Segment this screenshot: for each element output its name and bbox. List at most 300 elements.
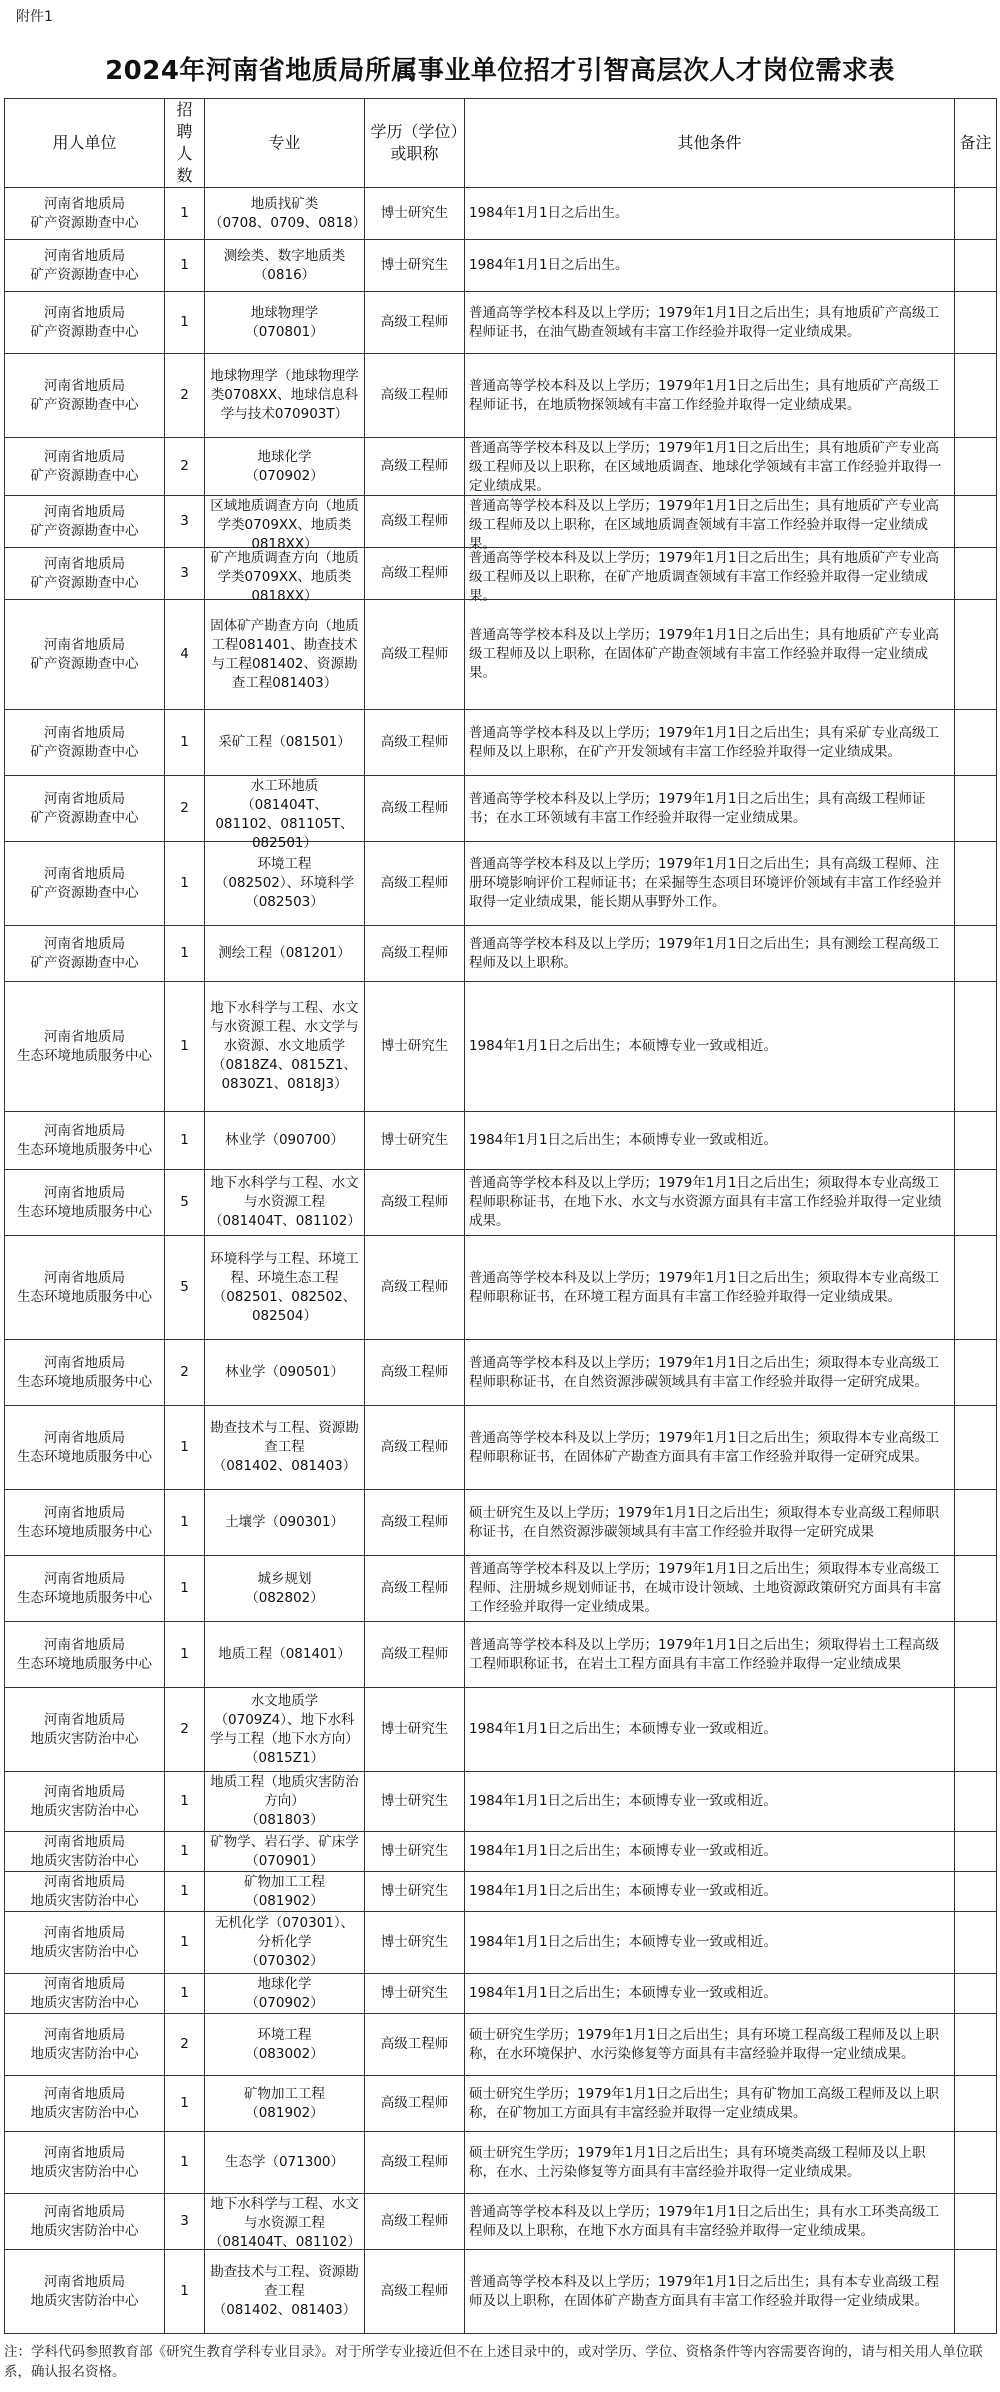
page-title: 2024年河南省地质局所属事业单位招才引智高层次人才岗位需求表 <box>105 56 895 86</box>
cell-degree-text: 高级工程师 <box>380 1580 449 1596</box>
cell-unit-text: 河南省地质局 生态环境地质服务中心 <box>17 1122 152 1158</box>
cell-count <box>165 548 205 600</box>
cell-unit-text: 河南省地质局 矿产资源勘查中心 <box>30 195 139 231</box>
cell-unit <box>5 926 165 982</box>
cell-major-text: 林业学（090700） <box>224 1132 345 1148</box>
table-row <box>5 600 997 710</box>
cell-remark <box>955 600 997 710</box>
cell-other-text: 普通高等学校本科及以上学历；1979年1月1日之后出生；具有地质矿产高级工程师证书，在油气勘查领域有丰富工作经验并取得一定业绩成果。 <box>469 304 940 340</box>
cell-other <box>465 1772 955 1832</box>
cell-unit <box>5 354 165 438</box>
cell-major <box>205 1170 365 1236</box>
cell-degree <box>365 548 465 600</box>
cell-other-text: 普通高等学校本科及以上学历；1979年1月1日之后出生；须取得本专业高级工程师职称证书，在固体矿产勘查方面具有丰富工作经验并取得一定研究成果。 <box>469 1429 940 1465</box>
cell-remark <box>955 1170 997 1236</box>
cell-unit-text: 河南省地质局 矿产资源勘查中心 <box>30 935 139 971</box>
cell-degree <box>365 240 465 292</box>
cell-other-text: 普通高等学校本科及以上学历；1979年1月1日之后出生；具有采矿专业高级工程师及以上职称，在矿产开发领域有丰富工作经验并取得一定业绩成果。 <box>469 724 940 760</box>
cell-major <box>205 548 365 604</box>
cell-other <box>465 438 955 496</box>
cell-degree <box>365 2194 465 2250</box>
cell-unit <box>5 496 165 548</box>
cell-other <box>465 1556 955 1622</box>
cell-other <box>465 776 955 842</box>
cell-remark <box>955 1772 997 1832</box>
cell-other <box>465 496 955 552</box>
cell-degree-text: 博士研究生 <box>380 1883 449 1899</box>
cell-major <box>205 710 365 776</box>
cell-unit <box>5 1688 165 1772</box>
cell-major <box>205 1832 365 1872</box>
cell-unit-text: 河南省地质局 生态环境地质服务中心 <box>17 1570 152 1606</box>
cell-unit-text: 河南省地质局 地质灾害防治中心 <box>30 1873 139 1909</box>
cell-major <box>205 1112 365 1170</box>
cell-major <box>205 2250 365 2334</box>
cell-major <box>205 776 365 851</box>
table-row <box>5 1832 997 1872</box>
cell-degree <box>365 1688 465 1772</box>
cell-count <box>165 1832 205 1872</box>
cell-count <box>165 1340 205 1406</box>
header-unit: 用人单位 <box>5 99 165 188</box>
cell-count-text: 1 <box>180 2154 189 2170</box>
cell-count-text: 1 <box>180 1439 189 1455</box>
cell-degree <box>365 1872 465 1912</box>
cell-count-text: 1 <box>180 2095 189 2111</box>
cell-other <box>465 548 955 604</box>
cell-major <box>205 1622 365 1688</box>
cell-degree-text: 高级工程师 <box>380 1364 449 1380</box>
table-row <box>5 1112 997 1170</box>
cell-major <box>205 1974 365 2014</box>
cell-other-text: 普通高等学校本科及以上学历；1979年1月1日之后出生；具有高级工程师、注册环境影响评价工程师证书；在采掘等生态项目环境评价领域有丰富工作经验并取得一定业绩成果，能长期从事野外工作。 <box>469 856 942 910</box>
cell-degree-text: 高级工程师 <box>380 2154 449 2170</box>
header-remark: 备注 <box>955 99 997 188</box>
cell-degree <box>365 926 465 982</box>
cell-other <box>465 1490 955 1556</box>
cell-major-text: 林业学（090501） <box>224 1364 345 1380</box>
table-row <box>5 1170 997 1236</box>
cell-unit <box>5 1170 165 1236</box>
cell-unit-text: 河南省地质局 地质灾害防治中心 <box>30 1924 139 1960</box>
cell-unit <box>5 710 165 776</box>
cell-count-text: 1 <box>180 1843 189 1859</box>
cell-other <box>465 292 955 354</box>
cell-degree-text: 高级工程师 <box>380 1194 449 1210</box>
cell-unit <box>5 2250 165 2334</box>
cell-degree <box>365 842 465 926</box>
cell-count-text: 1 <box>180 734 189 750</box>
cell-remark <box>955 2014 997 2076</box>
cell-major <box>205 842 365 926</box>
cell-count-text: 2 <box>180 1721 189 1737</box>
cell-unit-text: 河南省地质局 矿产资源勘查中心 <box>30 377 139 413</box>
cell-major <box>205 292 365 354</box>
cell-count <box>165 776 205 842</box>
cell-major-text: 地下水科学与工程、水文与水资源工程、水文学与水资源、水文地质学 （0818Z4、0815Z1、0830Z1、0818J3） <box>210 1000 359 1092</box>
cell-unit <box>5 2132 165 2194</box>
cell-count-text: 1 <box>180 945 189 961</box>
cell-count <box>165 496 205 548</box>
cell-remark <box>955 982 997 1112</box>
cell-count <box>165 2194 205 2250</box>
cell-other-text: 1984年1月1日之后出生；本硕博专业一致或相近。 <box>469 1793 778 1809</box>
cell-count <box>165 710 205 776</box>
cell-unit <box>5 1622 165 1688</box>
cell-unit <box>5 548 165 600</box>
cell-major-text: 矿产地质调查方向（地质学类0709XX、地质类0818XX） <box>210 549 359 604</box>
cell-major-text: 地球物理学（地球物理学类0708XX、地球信息科学与技术070903T） <box>210 368 359 422</box>
cell-other-text: 1984年1月1日之后出生。 <box>469 205 629 221</box>
cell-major <box>205 496 365 552</box>
cell-major <box>205 2014 365 2076</box>
cell-major-text: 土壤学（090301） <box>224 1514 345 1530</box>
cell-degree <box>365 1912 465 1974</box>
cell-unit-text: 河南省地质局 生态环境地质服务中心 <box>17 1269 152 1305</box>
table-row <box>5 496 997 548</box>
cell-degree-text: 高级工程师 <box>380 1646 449 1662</box>
cell-unit-text: 河南省地质局 矿产资源勘查中心 <box>30 503 139 539</box>
cell-major <box>205 354 365 438</box>
cell-count-text: 2 <box>180 800 189 816</box>
cell-other <box>465 2250 955 2334</box>
cell-degree-text: 高级工程师 <box>380 1514 449 1530</box>
cell-major-text: 勘查技术与工程、资源勘查工程 （081402、081403） <box>210 2264 359 2318</box>
cell-degree-text: 高级工程师 <box>380 875 449 891</box>
table-header-row <box>5 99 997 188</box>
cell-other <box>465 710 955 776</box>
cell-unit <box>5 240 165 292</box>
cell-other <box>465 188 955 240</box>
cell-count <box>165 842 205 926</box>
cell-unit <box>5 1112 165 1170</box>
cell-other-text: 1984年1月1日之后出生。 <box>469 257 629 273</box>
cell-unit <box>5 842 165 926</box>
cell-unit-text: 河南省地质局 矿产资源勘查中心 <box>30 448 139 484</box>
cell-count <box>165 1490 205 1556</box>
cell-degree-text: 高级工程师 <box>380 800 449 816</box>
cell-major <box>205 1490 365 1556</box>
cell-major <box>205 1556 365 1622</box>
cell-major-text: 水文地质学 （0709Z4）、地下水科学与工程（地下水方向）（0815Z1） <box>210 1692 359 1766</box>
cell-other <box>465 2014 955 2076</box>
cell-unit-text: 河南省地质局 地质灾害防治中心 <box>30 2085 139 2121</box>
cell-count-text: 1 <box>180 1132 189 1148</box>
table-row <box>5 292 997 354</box>
cell-other <box>465 600 955 710</box>
cell-count <box>165 2076 205 2132</box>
cell-count <box>165 188 205 240</box>
cell-count-text: 1 <box>180 2283 189 2299</box>
header-degree: 学历（学位）或职称 <box>365 99 465 188</box>
cell-major <box>205 2194 365 2250</box>
cell-degree-text: 博士研究生 <box>380 1721 449 1737</box>
cell-remark <box>955 1406 997 1490</box>
cell-remark <box>955 1622 997 1688</box>
cell-remark <box>955 1912 997 1974</box>
cell-remark <box>955 1112 997 1170</box>
cell-count-text: 1 <box>180 1580 189 1596</box>
cell-remark <box>955 2076 997 2132</box>
cell-degree <box>365 292 465 354</box>
cell-unit-text: 河南省地质局 生态环境地质服务中心 <box>17 1028 152 1064</box>
table-row <box>5 1688 997 1772</box>
cell-count <box>165 926 205 982</box>
cell-unit-text: 河南省地质局 矿产资源勘查中心 <box>30 865 139 901</box>
cell-degree-text: 博士研究生 <box>380 1843 449 1859</box>
cell-degree-text: 高级工程师 <box>380 734 449 750</box>
cell-degree-text: 高级工程师 <box>380 513 449 529</box>
cell-unit <box>5 1974 165 2014</box>
cell-count <box>165 2132 205 2194</box>
cell-major-text: 矿物学、岩石学、矿床学（070901） <box>210 1833 359 1869</box>
cell-degree-text: 高级工程师 <box>380 1279 449 1295</box>
cell-major-text: 测绘工程（081201） <box>218 945 351 961</box>
cell-remark <box>955 2132 997 2194</box>
cell-other-text: 普通高等学校本科及以上学历；1979年1月1日之后出生；须取得本专业高级工程师职称证书，在地下水、水文与水资源方面具有丰富工作经验并取得一定业绩成果。 <box>469 1175 942 1229</box>
cell-remark <box>955 926 997 982</box>
attachment-label: 附件1 <box>16 9 53 25</box>
cell-unit <box>5 1832 165 1872</box>
cell-remark <box>955 1490 997 1556</box>
cell-unit-text: 河南省地质局 生态环境地质服务中心 <box>17 1429 152 1465</box>
table-row <box>5 1872 997 1912</box>
cell-other-text: 硕士研究生学历；1979年1月1日之后出生；具有环境类高级工程师及以上职称，在水、土污染修复等方面具有丰富经验并取得一定业绩成果。 <box>469 2144 926 2180</box>
cell-other-text: 普通高等学校本科及以上学历；1979年1月1日之后出生；具有水工环类高级工程师及以上职称，在地下水方面具有丰富经验并取得一定业绩成果。 <box>469 2203 940 2239</box>
cell-degree <box>365 1236 465 1340</box>
table-row <box>5 1772 997 1832</box>
cell-other-text: 1984年1月1日之后出生；本硕博专业一致或相近。 <box>469 1934 778 1950</box>
cell-other <box>465 982 955 1112</box>
cell-other-text: 1984年1月1日之后出生；本硕博专业一致或相近。 <box>469 1985 778 2001</box>
table-row <box>5 926 997 982</box>
table-row <box>5 2076 997 2132</box>
cell-other-text: 普通高等学校本科及以上学历；1979年1月1日之后出生；具有地质矿产专业高级工程师及以上职称，在固体矿产勘查领域有丰富工作经验并取得一定业绩成果。 <box>469 627 940 681</box>
cell-major-text: 环境工程 （082502）、环境科学（082503） <box>214 856 355 910</box>
cell-unit-text: 河南省地质局 地质灾害防治中心 <box>30 1783 139 1819</box>
cell-count-text: 1 <box>180 1985 189 2001</box>
cell-major <box>205 2076 365 2132</box>
table-row <box>5 842 997 926</box>
cell-unit-text: 河南省地质局 矿产资源勘查中心 <box>30 636 139 672</box>
cell-remark <box>955 1872 997 1912</box>
table-row <box>5 1622 997 1688</box>
cell-degree <box>365 438 465 496</box>
cell-major <box>205 600 365 710</box>
cell-count-text: 1 <box>180 875 189 891</box>
cell-count <box>165 1912 205 1974</box>
cell-count-text: 2 <box>180 458 189 474</box>
cell-count <box>165 292 205 354</box>
cell-count-text: 3 <box>180 565 189 581</box>
cell-degree-text: 高级工程师 <box>380 458 449 474</box>
cell-unit-text: 河南省地质局 矿产资源勘查中心 <box>30 790 139 826</box>
cell-other-text: 1984年1月1日之后出生；本硕博专业一致或相近。 <box>469 1843 778 1859</box>
cell-count-text: 2 <box>180 2036 189 2052</box>
cell-degree <box>365 1406 465 1490</box>
cell-major-text: 无机化学（070301）、分析化学 （070302） <box>214 1915 355 1969</box>
cell-major <box>205 1772 365 1832</box>
cell-major-text: 采矿工程（081501） <box>218 734 351 750</box>
cell-remark <box>955 1688 997 1772</box>
cell-other-text: 普通高等学校本科及以上学历；1979年1月1日之后出生；具有地质矿产专业高级工程师及以上职称，在区域地质调查、地球化学领域有丰富工作经验并取得一定业绩成果。 <box>469 439 942 494</box>
cell-degree <box>365 1490 465 1556</box>
cell-other-text: 硕士研究生学历；1979年1月1日之后出生；具有矿物加工高级工程师及以上职称，在矿物加工方面具有丰富经验并取得一定业绩成果。 <box>469 2085 940 2121</box>
cell-unit <box>5 982 165 1112</box>
cell-other-text: 1984年1月1日之后出生；本硕博专业一致或相近。 <box>469 1038 778 1054</box>
cell-count <box>165 2250 205 2334</box>
cell-major-text: 地质工程（地质灾害防治方向） （081803） <box>210 1774 359 1828</box>
cell-count-text: 1 <box>180 1646 189 1662</box>
table-row <box>5 1974 997 2014</box>
cell-other-text: 普通高等学校本科及以上学历；1979年1月1日之后出生；具有地质矿产专业高级工程师及以上职称，在矿产地质调查领域有丰富工作经验并取得一定业绩成果。 <box>469 549 940 604</box>
cell-remark <box>955 1236 997 1340</box>
cell-major <box>205 1688 365 1772</box>
cell-degree-text: 高级工程师 <box>380 945 449 961</box>
cell-remark <box>955 292 997 354</box>
cell-other-text: 硕士研究生及以上学历；1979年1月1日之后出生；须取得本专业高级工程师职称证书，在自然资源涉碳领域具有丰富工作经验并取得一定研究成果 <box>469 1504 940 1540</box>
cell-count <box>165 1772 205 1832</box>
cell-remark <box>955 1832 997 1872</box>
cell-other-text: 1984年1月1日之后出生；本硕博专业一致或相近。 <box>469 1721 778 1737</box>
cell-other-text: 普通高等学校本科及以上学历；1979年1月1日之后出生；须取得本专业高级工程师职称证书，在自然资源涉碳领域具有丰富工作经验并取得一定研究成果。 <box>469 1354 940 1390</box>
cell-major-text: 地下水科学与工程、水文与水资源工程 （081404T、081102） <box>209 2195 361 2250</box>
cell-count-text: 2 <box>180 387 189 403</box>
cell-degree <box>365 354 465 438</box>
cell-unit-text: 河南省地质局 地质灾害防治中心 <box>30 1833 139 1869</box>
cell-other <box>465 1912 955 1974</box>
header-other: 其他条件 <box>465 99 955 188</box>
cell-other <box>465 2132 955 2194</box>
cell-other-text: 普通高等学校本科及以上学历；1979年1月1日之后出生；须取得本专业高级工程师职称证书，在环境工程方面具有丰富工作经验并取得一定业绩成果。 <box>469 1269 940 1305</box>
cell-remark <box>955 776 997 842</box>
cell-count <box>165 600 205 710</box>
cell-degree-text: 高级工程师 <box>380 314 449 330</box>
table-row <box>5 776 997 842</box>
table-row <box>5 188 997 240</box>
cell-other-text: 硕士研究生学历；1979年1月1日之后出生；具有环境工程高级工程师及以上职称，在水环境保护、水污染修复等方面具有丰富经验并取得一定业绩成果。 <box>469 2026 940 2062</box>
cell-count <box>165 1622 205 1688</box>
cell-remark <box>955 2250 997 2334</box>
header-count: 招聘人数 <box>165 99 205 188</box>
cell-count-text: 1 <box>180 205 189 221</box>
cell-major-text: 环境科学与工程、环境工程、环境生态工程 （082501、082502、082504） <box>210 1250 359 1324</box>
cell-major-text: 勘查技术与工程、资源勘查工程 （081402、081403） <box>210 1420 359 1474</box>
cell-remark <box>955 496 997 548</box>
cell-major-text: 地球物理学 （070801） <box>245 304 324 340</box>
cell-major <box>205 1340 365 1406</box>
cell-remark <box>955 1556 997 1622</box>
table-row <box>5 710 997 776</box>
cell-remark <box>955 1974 997 2014</box>
cell-major-text: 地质工程（081401） <box>218 1646 351 1662</box>
cell-unit-text: 河南省地质局 矿产资源勘查中心 <box>30 304 139 340</box>
cell-degree-text: 高级工程师 <box>380 1439 449 1455</box>
cell-other <box>465 1872 955 1912</box>
cell-major-text: 区域地质调查方向（地质学类0709XX、地质类0818XX） <box>210 497 359 552</box>
cell-major-text: 地球化学 （070902） <box>245 1975 324 2011</box>
cell-other <box>465 2194 955 2250</box>
cell-count <box>165 1556 205 1622</box>
cell-count <box>165 1974 205 2014</box>
cell-other <box>465 354 955 438</box>
cell-major-text: 地质找矿类 （0708、0709、0818） <box>209 195 367 231</box>
cell-count-text: 3 <box>180 513 189 529</box>
cell-degree-text: 高级工程师 <box>380 646 449 662</box>
cell-unit <box>5 2076 165 2132</box>
cell-other <box>465 1832 955 1872</box>
cell-major-text: 水工环地质 （081404T、081102、081105T、082501） <box>215 777 354 851</box>
table-row <box>5 1912 997 1974</box>
cell-other <box>465 2076 955 2132</box>
cell-other-text: 1984年1月1日之后出生；本硕博专业一致或相近。 <box>469 1132 778 1148</box>
cell-degree-text: 高级工程师 <box>380 387 449 403</box>
cell-count-text: 1 <box>180 1883 189 1899</box>
cell-other <box>465 1406 955 1490</box>
cell-other <box>465 842 955 926</box>
cell-degree-text: 博士研究生 <box>380 1793 449 1809</box>
cell-other <box>465 1688 955 1772</box>
cell-major <box>205 982 365 1112</box>
cell-major-text: 测绘类、数字地质类 （0816） <box>223 247 346 283</box>
cell-count <box>165 1406 205 1490</box>
cell-count-text: 5 <box>180 1194 189 1210</box>
cell-major-text: 矿物加工工程 （081902） <box>244 1873 325 1909</box>
cell-count-text: 2 <box>180 1364 189 1380</box>
cell-unit <box>5 292 165 354</box>
cell-other-text: 普通高等学校本科及以上学历；1979年1月1日之后出生；须取得本专业高级工程师、注册城乡规划师证书，在城市设计领域、土地资源政策研究方面具有丰富工作经验并取得一定业绩成果。 <box>469 1561 942 1615</box>
cell-degree-text: 高级工程师 <box>380 2213 449 2229</box>
cell-unit-text: 河南省地质局 生态环境地质服务中心 <box>17 1184 152 1220</box>
table-row <box>5 548 997 600</box>
cell-count <box>165 438 205 496</box>
cell-remark <box>955 2194 997 2250</box>
cell-major <box>205 240 365 292</box>
cell-remark <box>955 710 997 776</box>
cell-degree-text: 高级工程师 <box>380 565 449 581</box>
cell-degree <box>365 1112 465 1170</box>
cell-other-text: 普通高等学校本科及以上学历；1979年1月1日之后出生；须取得岩土工程高级工程师职称证书，在岩土工程方面具有丰富工作经验并取得一定业绩成果 <box>469 1636 940 1672</box>
cell-count <box>165 982 205 1112</box>
cell-unit <box>5 2194 165 2250</box>
cell-count-text: 1 <box>180 314 189 330</box>
cell-degree <box>365 1170 465 1236</box>
cell-count-text: 1 <box>180 1793 189 1809</box>
table-row <box>5 1340 997 1406</box>
table-row <box>5 354 997 438</box>
cell-count-text: 1 <box>180 1038 189 1054</box>
cell-unit <box>5 1912 165 1974</box>
cell-degree-text: 博士研究生 <box>380 205 449 221</box>
cell-degree <box>365 600 465 710</box>
cell-degree <box>365 2014 465 2076</box>
cell-degree <box>365 2250 465 2334</box>
cell-degree <box>365 776 465 842</box>
cell-unit-text: 河南省地质局 生态环境地质服务中心 <box>17 1504 152 1540</box>
cell-degree <box>365 2132 465 2194</box>
cell-unit <box>5 1556 165 1622</box>
table-row <box>5 1556 997 1622</box>
table-row <box>5 2250 997 2334</box>
cell-count-text: 1 <box>180 1934 189 1950</box>
cell-unit <box>5 188 165 240</box>
cell-unit-text: 河南省地质局 地质灾害防治中心 <box>30 2273 139 2309</box>
cell-unit-text: 河南省地质局 地质灾害防治中心 <box>30 1975 139 2011</box>
cell-unit-text: 河南省地质局 矿产资源勘查中心 <box>30 555 139 591</box>
cell-degree-text: 高级工程师 <box>380 2036 449 2052</box>
cell-unit <box>5 1772 165 1832</box>
cell-degree <box>365 1772 465 1832</box>
